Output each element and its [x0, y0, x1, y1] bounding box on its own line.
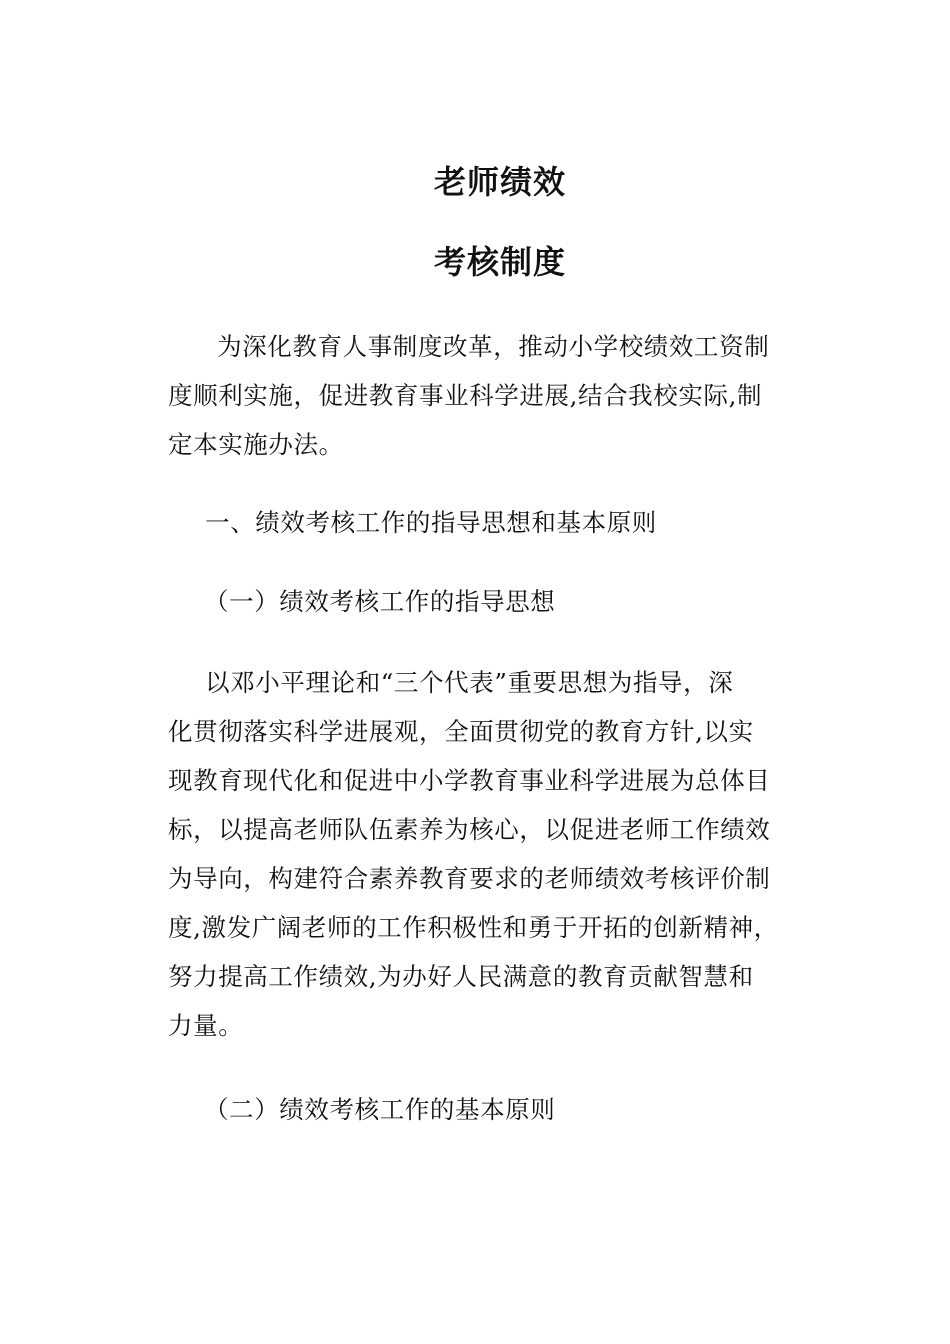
- subsection1-heading: [168, 577, 800, 626]
- guiding-line: 化贯彻落实科学进展观，全面贯彻党的教育方针,以实: [168, 717, 754, 746]
- intro-line: 度顺利实施，促进教育事业科学进展,结合我校实际,制: [168, 381, 763, 410]
- guiding-line: 现教育现代化和促进中小学教育事业科学进展为总体目: [168, 766, 771, 795]
- subsection1-heading-text: （一）绩效考核工作的指导思想: [204, 587, 556, 616]
- section1-heading: [168, 498, 800, 547]
- intro-line: 为深化教育人事制度改革，推动小学校绩效工资制: [192, 332, 770, 361]
- guiding-line: 力量。: [168, 1011, 244, 1040]
- intro-line: 定本实施办法。: [168, 430, 344, 459]
- subsection2-heading-text: （二）绩效考核工作的基本原则: [204, 1095, 556, 1124]
- intro-paragraph: [168, 322, 800, 469]
- guiding-line: 以邓小平理论和“三个代表”重要思想为指导，深: [180, 668, 734, 697]
- guiding-line: 度,激发广阔老师的工作积极性和勇于开拓的创新精神，: [168, 913, 779, 942]
- subsection2-heading: [168, 1085, 800, 1134]
- guiding-paragraph: [168, 658, 800, 1050]
- document-title-line1: 老师绩效: [433, 163, 566, 201]
- document-title-line2: 考核制度: [433, 243, 566, 281]
- guiding-line: 努力提高工作绩效,为办好人民满意的教育贡献智慧和: [168, 962, 754, 991]
- section1-heading-text: 一、绩效考核工作的指导思想和基本原则: [180, 508, 657, 537]
- guiding-line: 为导向，构建符合素养教育要求的老师绩效考核评价制: [168, 864, 771, 893]
- guiding-line: 标，以提高老师队伍素养为核心，以促进老师工作绩效: [168, 815, 771, 844]
